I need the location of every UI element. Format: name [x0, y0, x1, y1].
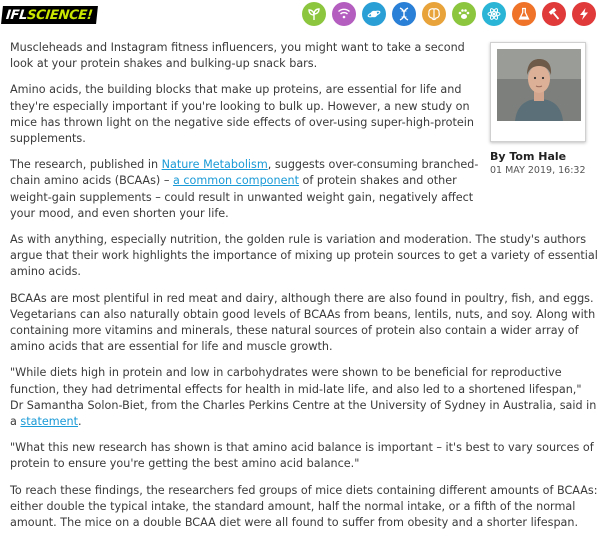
paragraph-2: Amino acids, the building blocks that make up proteins, are essential for life and they're especially important if you're looking to bulk up. However, a new study on mice has thrown light on the negative side effects of over-using super-high-protein supplements.: [10, 83, 474, 146]
paragraph-5: BCAAs are most plentiful in red meat and dairy, although there are also found in poultry, fish, and eggs. Vegetarians can also naturally obtain good levels of BCAAs from beans, lentils, nuts, and soy. Along with containing more vitamins and minerals, these natural sources of protein also contain a wider array of amino acids that are essential for life and muscle growth.: [10, 291, 596, 354]
statement-link[interactable]: statement: [20, 415, 79, 429]
planet-icon[interactable]: [362, 2, 386, 26]
paragraph-3-text-a: The research, published in: [10, 158, 162, 172]
paragraph-3-text-c: of protein shakes and other weight-gain supplements – could result in unwanted weight gain, negatively affect your mood, and even shorten your life.: [10, 174, 474, 220]
brain-icon[interactable]: [422, 2, 446, 26]
bolt-icon[interactable]: [572, 2, 596, 26]
paragraph-7: "What this new research has shown is that amino acid balance is important – it's best to vary sources of protein to ensure you're getting the best amino acid balance.": [10, 441, 594, 471]
article-body: [10, 40, 598, 541]
plant-icon[interactable]: [302, 2, 326, 26]
paw-icon[interactable]: [452, 2, 476, 26]
site-header: [0, 0, 600, 30]
paragraph-6: [10, 365, 598, 430]
paragraph-6-text-b: .: [78, 415, 82, 429]
hammer-icon[interactable]: [542, 2, 566, 26]
paragraph-3: [10, 157, 480, 222]
dna-icon[interactable]: [392, 2, 416, 26]
signal-icon[interactable]: [332, 2, 356, 26]
paragraph-8: To reach these findings, the researchers fed groups of mice diets containing different amounts of BCAAs: either double the typical intake, the standard amount, half the normal intake, or a fifth of the normal amount. The mice on a double BCAA diet were all found to suffer from obesity and a shorter lifespan.: [10, 483, 598, 530]
atom-icon[interactable]: [482, 2, 506, 26]
paragraph-3-text-b: , suggests over-consuming branched-chain amino acids (BCAAs) –: [10, 158, 479, 188]
nature-metabolism-link[interactable]: Nature Metabolism: [161, 158, 268, 172]
publish-date: 01 MAY 2019, 16:32: [490, 165, 586, 176]
author-byline[interactable]: By Tom Hale: [490, 150, 567, 163]
flask-icon[interactable]: [512, 2, 536, 26]
logo-text-ifl: IFL: [5, 7, 28, 23]
common-component-link[interactable]: a common component: [172, 174, 299, 188]
site-logo[interactable]: [1, 6, 97, 24]
paragraph-4: As with anything, especially nutrition, the golden rule is variation and moderation. The study's authors argue that their work highlights the importance of mixing up protein sources to get a variety of essential amino acids.: [10, 233, 598, 279]
logo-text-science: SCIENCE!: [26, 7, 94, 23]
paragraph-1: Muscleheads and Instagram fitness influencers, you might want to take a second look at your protein shakes and bulking-up snack bars.: [10, 41, 465, 71]
category-nav: [302, 2, 596, 26]
paragraph-6-text-a: "While diets high in protein and low in carbohydrates were shown to be beneficial for reproductive function, they had detrimental effects for health in mid-late life, and also led to a shortened lifespan," Dr Samantha Solon-Biet, from the Charles Perkins Centre at the University of Sydney in Australia, said in a: [10, 366, 597, 429]
